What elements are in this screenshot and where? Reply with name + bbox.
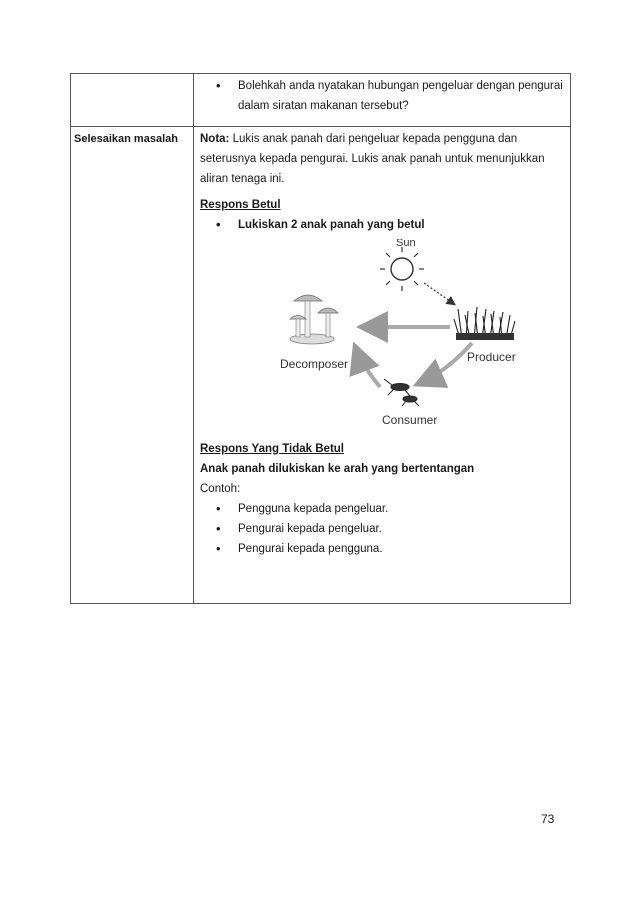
- sun-to-producer-arrow: [424, 283, 454, 304]
- table-row: [71, 74, 571, 127]
- question-bullet: • Bolehkah anda nyatakan hubungan pengeluar dengan pengurai dalam siratan makanan tersebut?: [200, 76, 564, 116]
- decomposer-label: Decomposer: [280, 357, 349, 371]
- note-text: Lukis anak panah dari pengeluar kepada pengguna dan seterusnya kepada pengurai. Lukis anak panah untuk menunjukkan aliran tenaga ini.: [200, 133, 545, 185]
- energy-flow-diagram: [272, 239, 522, 429]
- sun-icon: [380, 247, 424, 291]
- example-item: • Pengurai kepada pengguna.: [200, 539, 564, 559]
- cricket-icon: [384, 379, 419, 406]
- table-row: [71, 127, 571, 604]
- consumer-label: Consumer: [382, 413, 438, 427]
- note-paragraph: [200, 129, 564, 189]
- grass-icon: [454, 307, 515, 340]
- consumer-to-decomposer-arrow: [356, 349, 380, 387]
- example-item: • Pengurai kepada pengeluar.: [200, 519, 564, 539]
- page-number: 73: [541, 812, 555, 826]
- rubric-table: [70, 73, 571, 604]
- example-label: Contoh:: [200, 483, 241, 495]
- correct-response-bullet: • Lukiskan 2 anak panah yang betul: [200, 215, 564, 235]
- row1-label-cell: [71, 74, 194, 127]
- row-label: Selesaikan masalah: [74, 133, 178, 145]
- row1-content-cell: [194, 74, 571, 127]
- producer-to-consumer-arrow: [420, 343, 472, 383]
- correct-response-heading: Respons Betul: [200, 199, 281, 211]
- producer-label: Producer: [467, 350, 516, 364]
- sun-label: Sun: [396, 239, 416, 249]
- note-label: Nota:: [200, 133, 230, 145]
- row2-content-cell: [194, 127, 571, 604]
- incorrect-response-heading: Respons Yang Tidak Betul: [200, 443, 345, 455]
- row2-label-cell: [71, 127, 194, 604]
- incorrect-response-text: Anak panah dilukiskan ke arah yang bertentangan: [200, 463, 475, 475]
- example-item: • Pengguna kepada pengeluar.: [200, 499, 564, 519]
- mushroom-icon: [290, 295, 338, 344]
